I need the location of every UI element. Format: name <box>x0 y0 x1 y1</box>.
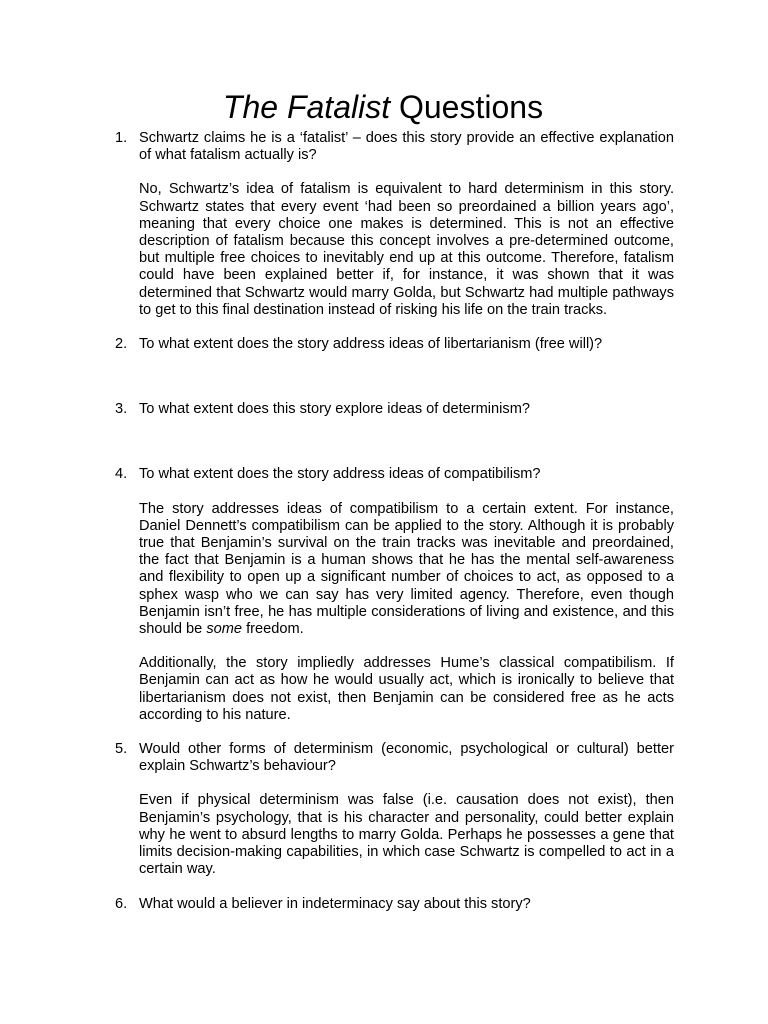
question-1-text: Schwartz claims he is a ‘fatalist’ – does this story provide an effective explanation of what fatalism actually is? <box>139 130 674 164</box>
answer-4a-text-end: freedom. <box>242 621 304 638</box>
question-4-number: 4. <box>115 466 128 483</box>
question-6 <box>0 896 674 913</box>
question-6-number: 6. <box>115 895 128 912</box>
answer-4a-text-start: The story addresses ideas of compatibilism to a certain extent. For instance, Daniel Dennett’s compatibilism can be applied to the story. Although it is probably true that Benjamin’s survival on the train tracks was inevitable and preordained, the fact that Benjamin is a human shows that he has the mental self-awareness and flexibility to open up a significant number of choices to act, as opposed to a sphex wasp who we can say has very limited agency. Therefore, even though Benjamin isn’t free, he has multiple considerations of living and existence, and this should be <box>139 500 674 638</box>
page-title <box>0 85 768 129</box>
question-6-text: What would a believer in indeterminacy say about this story? <box>139 895 531 912</box>
title-italic-part: The Fatalist <box>222 89 391 125</box>
title-rest-part: Questions <box>390 89 544 125</box>
question-5-text: Would other forms of determinism (economic, psychological or cultural) better explain Schwartz’s behaviour? <box>139 741 674 775</box>
question-1 <box>0 130 674 164</box>
question-5-number: 5. <box>115 741 128 758</box>
question-2 <box>0 336 674 353</box>
answer-4a-emphasis: some <box>206 621 243 638</box>
answer-4a <box>0 501 674 639</box>
question-list <box>0 130 768 913</box>
question-3 <box>0 401 674 418</box>
answer-1: No, Schwartz’s idea of fatalism is equivalent to hard determinism in this story. Schwartz states that every event ‘had been so preordained a billion years ago’, meaning that every choice one makes is determined. This is not an effective description of fatalism because this concept involves a pre-determined outcome, but multiple free choices to inevitably end up at this outcome. Therefore, fatalism could have been explained better if, for instance, it was shown that it was determined that Schwartz would marry Golda, but Schwartz had multiple pathways to get to this final destination instead of risking his life on the train tracks. <box>139 181 674 318</box>
question-4 <box>0 466 674 483</box>
question-3-number: 3. <box>115 401 128 418</box>
question-2-number: 2. <box>115 336 128 353</box>
question-3-text: To what extent does this story explore ideas of determinism? <box>139 401 530 418</box>
question-4-text: To what extent does the story address ideas of compatibilism? <box>139 466 541 483</box>
question-5 <box>0 741 674 775</box>
question-1-number: 1. <box>115 130 128 146</box>
answer-4b: Additionally, the story impliedly addresses Hume’s classical compatibilism. If Benjamin can act as how he would usually act, which is ironically to believe that libertarianism does not exist, then Benjamin can be considered free as he acts according to his nature. <box>139 655 674 723</box>
answer-5: Even if physical determinism was false (i.e. causation does not exist), then Benjamin’s psychology, that is his character and personality, could better explain why he went to absurd lengths to marry Golda. Perhaps he possesses a gene that limits decision-making capabilities, in which case Schwartz is compelled to act in a certain way. <box>139 792 674 878</box>
question-2-text: To what extent does the story address ideas of libertarianism (free will)? <box>139 336 603 353</box>
